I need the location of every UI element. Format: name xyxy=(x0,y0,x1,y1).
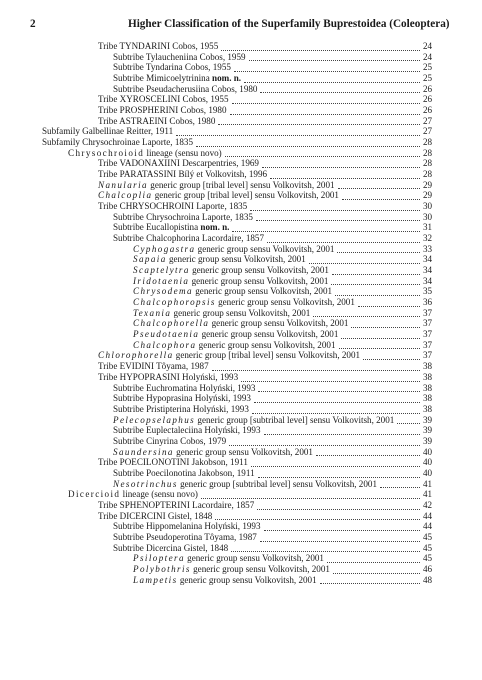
toc-entry-label xyxy=(98,511,212,522)
dot-leader xyxy=(320,573,420,585)
toc-page-number: 40 xyxy=(423,457,433,468)
toc-page-number: 34 xyxy=(423,254,433,265)
toc-entry-label xyxy=(133,318,348,329)
toc-entry-text: generic group [tribal level] sensu Volkovitsh, 2001 xyxy=(173,350,361,361)
toc-entry-text: Subtribe Mimicoelytrinina xyxy=(113,73,213,84)
toc-page-number: 26 xyxy=(423,83,433,94)
toc-entry-label xyxy=(113,73,241,84)
toc-page-number: 27 xyxy=(423,126,433,137)
toc-entry-text: nom. n. xyxy=(200,222,230,233)
toc-entry-label xyxy=(98,105,227,116)
page-number: 2 xyxy=(30,18,36,30)
toc-page-number: 28 xyxy=(423,147,433,158)
toc-entry-text: Cyphogastra xyxy=(133,243,196,254)
toc-page-number: 25 xyxy=(423,73,433,84)
toc-entry-text: Subtribe Tyndarina Cobos, 1955 xyxy=(113,62,231,73)
toc-page-number: 37 xyxy=(423,318,433,329)
toc-entry-label xyxy=(113,52,246,63)
toc-entry-label xyxy=(133,286,332,297)
toc-page-number: 39 xyxy=(423,435,433,446)
toc-entry-text: Saundersina xyxy=(113,446,174,457)
toc-page-number: 39 xyxy=(423,425,433,436)
toc-entry-text: Lampetis xyxy=(133,574,178,585)
toc-entry-text: Subtribe Euchromatina Holyński, 1993 xyxy=(113,382,256,393)
toc-page-number: 24 xyxy=(423,41,433,51)
toc-entry-text: Pseudotaenia xyxy=(133,329,200,340)
toc-page-number: 48 xyxy=(423,574,433,585)
toc-entry-text: Subtribe Hypoprasina Holyński, 1993 xyxy=(113,393,251,404)
toc-entry-text: Dicercioid xyxy=(68,489,121,500)
toc-entry-label xyxy=(42,126,173,137)
table-of-contents xyxy=(0,41,482,585)
toc-page-number: 30 xyxy=(423,201,433,212)
toc-entry-label xyxy=(133,308,310,319)
toc-entry-text: Texania xyxy=(133,307,172,318)
toc-page-number: 38 xyxy=(423,382,433,393)
toc-entry-text: Chalcoplia xyxy=(98,190,153,201)
dot-leader xyxy=(252,402,420,414)
toc-entry-label xyxy=(113,468,255,479)
page-header xyxy=(30,18,466,32)
toc-entry-text: Tribe TYNDARINI Cobos, 1955 xyxy=(98,41,219,51)
toc-entry-text: Chrysodema xyxy=(133,286,193,297)
toc-entry-text: generic group [tribal level] sensu Volkovitsh, 2001 xyxy=(148,179,335,190)
toc-entry-text: generic group sensu Volkovitsh, 2001 xyxy=(189,275,329,286)
toc-page-number: 42 xyxy=(423,499,433,510)
toc-page-number: 27 xyxy=(423,115,433,126)
toc-entry-text: generic group [tribal level] sensu Volkovitsh, 2001 xyxy=(152,190,339,201)
toc-page-number: 41 xyxy=(423,489,433,500)
toc-entry-text: Tribe DICERCINI Gistel, 1848 xyxy=(98,510,213,521)
toc-entry-text: generic group sensu Volkovitsh, 2001 xyxy=(173,446,313,457)
toc-entry-label xyxy=(98,457,248,468)
toc-entry-text: Tribe VADONAXIINI Descarpentries, 1969 xyxy=(98,158,259,169)
toc-page-number: 34 xyxy=(423,265,433,276)
toc-entry-label xyxy=(98,361,209,372)
toc-page-number: 29 xyxy=(423,190,433,201)
running-title: Higher Classification of the Superfamily Buprestoidea (Coleoptera) xyxy=(128,18,450,30)
toc-entry-text: generic group sensu Volkovitsh, 2001 xyxy=(195,243,335,254)
toc-page-number: 29 xyxy=(423,179,433,190)
toc-entry-label xyxy=(98,41,218,52)
toc-entry-text: lineage (sensu novo) xyxy=(120,489,198,500)
toc-entry-text: generic group sensu Volkovitsh, 2001 xyxy=(192,286,333,297)
toc-entry-label xyxy=(113,543,228,554)
toc-entry-text: Polybothris xyxy=(133,563,191,574)
toc-entry-label xyxy=(68,489,198,500)
toc-entry-text: generic group sensu Volkovitsh, 2001 xyxy=(199,329,339,340)
toc-entry-text: Subtribe Euplectaleciina Holyński, 1993 xyxy=(113,425,261,436)
toc-entry-text: Tribe XYROSCELINI Cobos, 1955 xyxy=(98,94,229,105)
toc-page-number: 39 xyxy=(423,414,433,425)
toc-entry-label xyxy=(98,201,247,212)
toc-entry-label xyxy=(133,329,338,340)
toc-entry-text: Scaptelytra xyxy=(133,265,190,276)
toc-entry-text: Chrysochroioid xyxy=(68,147,145,158)
toc-entry-text: Subfamily Chrysochroinae Laporte, 1835 xyxy=(42,137,194,148)
toc-entry-label xyxy=(113,222,229,233)
toc-entry-label xyxy=(133,340,336,351)
toc-entry-label xyxy=(133,244,334,255)
toc-entry-text: Tribe HYPOPRASINI Holyński, 1993 xyxy=(98,371,239,382)
toc-entry-text: Subtribe Dicercina Gistel, 1848 xyxy=(113,542,229,553)
toc-page-number: 46 xyxy=(423,563,433,574)
toc-entry-label xyxy=(113,436,226,447)
toc-page-number: 38 xyxy=(423,371,433,382)
toc-entry-label xyxy=(113,233,264,244)
toc-page-number: 28 xyxy=(423,169,433,180)
toc-entry-text: Subtribe Pristipterina Holyński, 1993 xyxy=(113,403,249,414)
toc-entry-label xyxy=(42,137,193,148)
toc-entry-text: Psiloptera xyxy=(133,553,185,564)
toc-entry-text: Pelecopselaphus xyxy=(113,414,196,425)
toc-page-number: 25 xyxy=(423,62,433,73)
toc-entry-text: Subtribe Eucallopistina xyxy=(113,222,201,233)
toc-entry-label xyxy=(133,254,306,265)
toc-entry-text: generic group sensu Volkovitsh, 2001 xyxy=(171,307,311,318)
toc-page-number: 40 xyxy=(423,467,433,478)
toc-entry-label xyxy=(133,276,328,287)
toc-entry-text: Chlorophorella xyxy=(98,350,174,361)
toc-entry-label xyxy=(98,94,229,105)
toc-entry-text: Subtribe Pseudacherusiina Cobos, 1980 xyxy=(113,83,258,94)
toc-entry-label xyxy=(113,404,249,415)
toc-entry-text: Subtribe Chalcophorina Lacordaire, 1857 xyxy=(113,233,265,244)
toc-page-number: 26 xyxy=(423,105,433,116)
toc-page-number: 41 xyxy=(423,478,433,489)
toc-page-number: 45 xyxy=(423,531,433,542)
toc-entry-text: Nesotrinchus xyxy=(113,478,178,489)
toc-page-number: 44 xyxy=(423,510,433,521)
toc-entry-text: Nanularia xyxy=(98,179,148,190)
toc-entry-text: generic group sensu Volkovitsh, 2001 xyxy=(196,339,336,350)
toc-entry-label xyxy=(133,265,329,276)
toc-entry-text: lineage (sensu novo) xyxy=(144,147,222,158)
toc-entry-text: nom. n. xyxy=(212,73,242,84)
toc-entry-text: generic group sensu Volkovitsh, 2001 xyxy=(189,265,329,276)
toc-page-number: 38 xyxy=(423,403,433,414)
toc-entry-text: Tribe PARATASSINI Bílý et Volkovitsh, 1996 xyxy=(98,169,268,180)
toc-entry-label xyxy=(113,383,255,394)
toc-entry-text: Subtribe Tylaucheniina Cobos, 1959 xyxy=(113,51,246,62)
toc-entry-label xyxy=(98,180,335,191)
toc-entry-text: generic group [subtribal level] sensu Volkovitsh, 2001 xyxy=(177,478,377,489)
toc-page-number: 31 xyxy=(423,222,433,233)
toc-page-number: 34 xyxy=(423,275,433,286)
toc-page-number: 44 xyxy=(423,521,433,532)
toc-entry-text: generic group sensu Volkovitsh, 2001 xyxy=(166,254,306,265)
toc-entry-label xyxy=(68,148,222,159)
toc-entry-text: Sapaia xyxy=(133,254,167,265)
toc-page-number: 24 xyxy=(423,51,433,62)
toc-entry xyxy=(0,575,482,586)
toc-entry-label xyxy=(113,62,231,73)
toc-entry-text: Subtribe Hippomelanina Holyński, 1993 xyxy=(113,521,261,532)
toc-entry-text: Subtribe Chrysochroina Laporte, 1835 xyxy=(113,211,253,222)
toc-page-number: 37 xyxy=(423,329,433,340)
toc-entry-text: Tribe CHRYSOCHROINI Laporte, 1835 xyxy=(98,201,248,212)
toc-page-number: 37 xyxy=(423,307,433,318)
toc-entry-text: Subtribe Cinyrina Cobos, 1979 xyxy=(113,435,227,446)
toc-entry-text: Chalcophora xyxy=(133,339,197,350)
toc-entry-text: Subtribe Poecilonotina Jakobson, 1911 xyxy=(113,467,255,478)
toc-entry-text: Tribe POECILONOTINI Jakobson, 1911 xyxy=(98,457,248,468)
toc-entry-label xyxy=(113,521,261,532)
toc-page-number: 26 xyxy=(423,94,433,105)
toc-entry-text: Tribe PROSPHERINI Cobos, 1980 xyxy=(98,105,227,116)
toc-entry-text: Subfamily Galbellinae Reitter, 1911 xyxy=(42,126,174,137)
toc-entry-label xyxy=(133,564,330,575)
toc-entry-text: Chalcophorella xyxy=(133,318,210,329)
toc-page-number: 35 xyxy=(423,286,433,297)
toc-entry-text: generic group sensu Volkovitsh, 2001 xyxy=(190,563,330,574)
toc-page-number: 32 xyxy=(423,233,433,244)
toc-entry-label xyxy=(113,393,251,404)
toc-entry-label xyxy=(98,169,267,180)
toc-entry-label xyxy=(133,553,324,564)
toc-entry-text: Iridotaenia xyxy=(133,275,190,286)
toc-page-number: 45 xyxy=(423,542,433,553)
toc-page-number: 28 xyxy=(423,158,433,169)
toc-page-number: 33 xyxy=(423,243,433,254)
toc-entry-text: Subtribe Pseudoperotina Tôyama, 1987 xyxy=(113,531,257,542)
toc-entry-text: generic group sensu Volkovitsh, 2001 xyxy=(184,553,324,564)
toc-page-number: 38 xyxy=(423,393,433,404)
toc-entry-text: generic group sensu Volkovitsh, 2001 xyxy=(209,318,349,329)
toc-entry-text: Chalcophoropsis xyxy=(133,297,216,308)
toc-entry-label xyxy=(133,575,317,586)
toc-entry-text: generic group sensu Volkovitsh, 2001 xyxy=(177,574,317,585)
toc-entry-text: Tribe EVIDINI Tôyama, 1987 xyxy=(98,361,209,372)
toc-entry-text: Tribe ASTRAEINI Cobos, 1980 xyxy=(98,115,216,126)
toc-page-number: 30 xyxy=(423,211,433,222)
toc-entry-text: Tribe SPHENOPTERINI Lacordaire, 1857 xyxy=(98,499,255,510)
toc-page-number: 38 xyxy=(423,361,433,372)
toc-page-number: 28 xyxy=(423,137,433,148)
toc-page-number: 45 xyxy=(423,553,433,564)
toc-page-number: 37 xyxy=(423,339,433,350)
toc-page-number: 36 xyxy=(423,297,433,308)
toc-entry-label xyxy=(98,158,259,169)
toc-page-number: 40 xyxy=(423,446,433,457)
toc-page-number: 37 xyxy=(423,350,433,361)
toc-entry-text: generic group sensu Volkovitsh, 2001 xyxy=(215,297,355,308)
toc-entry-text: generic group [subtribal level] sensu Volkovitsh, 2001 xyxy=(195,414,395,425)
toc-entry-label xyxy=(98,372,238,383)
